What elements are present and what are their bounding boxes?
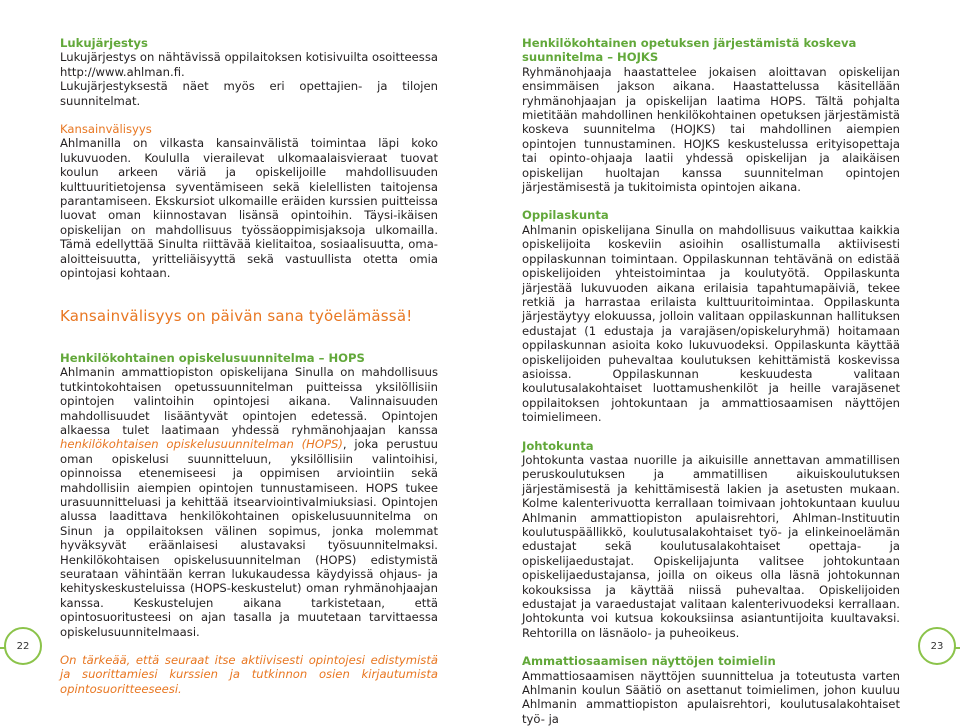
heading-hojks: Henkilökohtainen opetuksen järjestämistä koskeva suunnitelma – HOJKS xyxy=(522,36,857,65)
johtokunta-text: Johtokunta vastaa nuorille ja aikuisille annettavan ammatillisen peruskoulutuksen ja ammatillisen aikuiskoulutuksen järjestämisestä ja kehittämisestä lakien ja asetusten mukaan. Kolme kalenterivuotta kerrallaan toimivaan johtokuntaan kuuluu Ahlmanin ammattiopiston apulaisrehtori, Ahlman-Instituutin koulutuspäällikkö, koulutusalakohtaiset työ- ja elinkeinoelämän edustajat sekä koulutusalakohtaiset opettaja- ja opiskelijaedustajat. Opiskelijajunta valitsee johtokuntaan opiskelijaedustajansa, joilla on oikeus olla läsnä johtokunnan kokouksissa ja käyttää niissä puhevaltaa. Opiskelijoiden edustajat ja varaedustajat valitaan kalenterivuodeksi kerrallaan. Johtokunta voi kutsua kokouksiinsa asiantuntijoita kuultavaksi. Rehtorilla on läsnäolo- ja puheoikeus. xyxy=(522,452,900,640)
page-number-right: 23 xyxy=(918,627,956,665)
heading-kansainvalisyys: Kansainvälisyys xyxy=(60,122,152,137)
right-page xyxy=(480,0,960,726)
toimielin-text: Ammattiosaamisen näyttöjen suunnittelua ja toteutusta varten Ahlmanin koulun Säätiö on asettanut toimielimen, johon kuuluu Ahlmanin ammattiopiston apulaisrehtori, koulutusalakohtaiset työ- ja xyxy=(522,668,900,726)
hops-quote: On tärkeää, että seuraat itse aktiivisesti opintojesi edistymistä ja suorittamiesi kurssien ja tutkinnon osien kirjautumista opintosuoritteeseesi. xyxy=(60,653,438,696)
heading-lukujarjestys: Lukujärjestys xyxy=(60,36,148,50)
hops-emphasis: henkilökohtaisen opiskelusuunnitelman (HOPS) xyxy=(60,437,343,452)
left-column xyxy=(60,36,438,696)
hops-text-a: Ahlmanin ammattiopiston opiskelijana Sinulla on mahdollisuus tutkintokohtaisen opetussuunnitelman puitteissa yksilöllisiin opintojen valintoihin opintojesi aikana. Valinnaisuuden mahdollisuudet lisääntyvät opintojen edetessä. Opintojen alkaessa tulet laatimaan yhdessä ryhmänohjaajan kanssa xyxy=(60,365,438,437)
slogan: Kansainvälisyys on päivän sana työelämässä! xyxy=(60,306,413,325)
heading-johtokunta: Johtokunta xyxy=(522,438,594,453)
kansainvalisyys-text: Ahlmanilla on vilkasta kansainvälistä toimintaa läpi koko lukuvuoden. Koululla vierailevat ulkomaalaisvieraat tuovat koulun arkeen väriä ja opiskelijoille mahdollisuuden kulttuuritietojensa syventämiseen sekä kielellisten taitojensa parantamiseen. Ekskursiot ulkomaille eräiden kurssien puitteissa luovat oman kiinnostavan lisänsä opintoihin. Täysi-ikäisen opiskelijan on mahdollisuus työssäoppimisjaksoja ulkomailla. Tämä edellyttää Sinulta riittävää kielitaitoa, sosiaalisuutta, oma-aloitteisuutta, yritteliäisyyttä sekä vastuullista otetta omia opintojasi kohtaan. xyxy=(60,136,438,281)
hojks-text: Ryhmänohjaaja haastattelee jokaisen aloittavan opiskelijan ensimmäisen jakson aikana. Haastattelussa käsitellään ryhmänohjaajan ja opiskelijan laatima HOPS. Tältä pohjalta mietitään mahdollinen henkilökohtainen opetuksen järjestämistä koskeva suunnitelma (HOJKS) tai mahdollinen aiempien opintojen tunnustaminen. HOJKS keskustelussa erityisopettaja tai opinto-ohjaaja laatii yhdessä opiskelijan ja alaikäisen opiskelijan huoltajan kanssa suunnitelman opintojen järjestämisestä ja tukitoimista opintojen aikana. xyxy=(522,64,900,195)
heading-hops: Henkilökohtainen opiskelusuunnitelma – HOPS xyxy=(60,350,365,365)
hops-text-b: , joka perustuu oman opiskelusi suunnitteluun, yksilöllisiin valintoihisi, opinnoissa etenemiseesi ja oppimisen arviointiin sekä mahdollisiin aiempien opintojen tunnustamiseen. HOPS tukee urasuunnitteluasi ja kehittää itsearviointivalmiuksiasi. Opintojen alussa laadittava henkilökohtainen opiskelusuunnitelma on Sinun ja oppilaitoksen välinen sopimus, jonka molemmat hyväksyvät eräänlaisesi alustavaksi työsuunnitelmaksi. Henkilökohtaisen opiskelusuunnitelman (HOPS) edistymistä seurataan vähintään kerran lukukaudessa käydyissä ohjaus- ja kehityskeskusteluissa (HOPS-keskustelut) oman ryhmänohjaajan kanssa. Keskustelujen aikana tarkistetaan, että opintosuoritusteesi on ajan tasalla ja muutetaan tarvittaessa opiskelusuunnitelmaasi. xyxy=(60,437,439,639)
oppilaskunta-text: Ahlmanin opiskelijana Sinulla on mahdollisuus vaikuttaa kaikkia opiskelijoita koskeviin asioihin osallistumalla aktiivisesti oppilaskunnan toimintaan. Oppilaskunnan tehtävänä on edistää opiskelijoiden yhteistoimintaa ja koulutyötä. Oppilaskunta järjestää lukuvuoden aikana erilaisia tapahtumapäiviä, tekee retkiä ja harrastaa erilaista kulttuuritoimintaa. Oppilaskunta järjestäytyy elokuussa, jolloin valitaan oppilaskunnan hallituksen edustajat (1 edustaja ja varajäsen/opiskeluryhmä) hoitamaan oppilaskunnan asioita koko lukuvuodeksi. Oppilaskunta käyttää opiskelijoiden puhevaltaa koulutuksen kehittämistä koskevissa asioissa. Oppilaskunnan keskuudesta valitaan koulutusalakohtaiset luottamushenkilöt ja heille varajäsenet oppilaitoksen johtokuntaan ja ammattiosaamisen näyttöjen toimielimeen. xyxy=(522,222,900,425)
right-column xyxy=(522,36,900,726)
lukujarjestys-line-3: Lukujärjestyksestä näet myös eri opettajien- ja tilojen suunnitelmat. xyxy=(60,79,438,108)
lukujarjestys-line-1: Lukujärjestys on nähtävissä oppilaitoksen kotisivuilta osoitteessa xyxy=(60,50,438,65)
hops-text xyxy=(60,365,438,639)
heading-toimielin: Ammattiosaamisen näyttöjen toimielin xyxy=(522,654,776,669)
page-number-left: 22 xyxy=(4,627,42,665)
left-page xyxy=(0,0,480,696)
lukujarjestys-line-2: http://www.ahlman.fi. xyxy=(60,64,185,79)
heading-oppilaskunta: Oppilaskunta xyxy=(522,208,609,223)
